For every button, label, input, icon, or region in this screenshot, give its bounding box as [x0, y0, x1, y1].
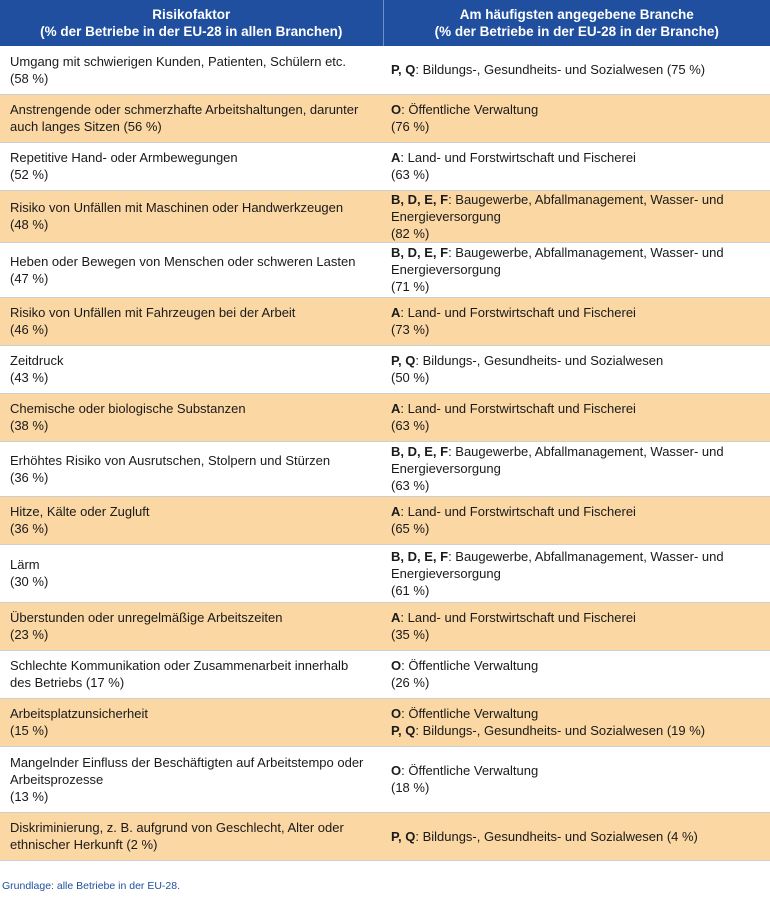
branch-cell: [383, 297, 770, 345]
branch-cell: [383, 698, 770, 746]
branch-percentage: (76 %): [391, 119, 430, 134]
branch-cell: [383, 812, 770, 860]
risk-factor-text: Anstrengende oder schmerzhafte Arbeitshaltungen, darunter: [10, 102, 359, 117]
table-row: [0, 698, 770, 746]
branch-name-cont: Energieversorgung: [391, 208, 501, 224]
branch-cell: [383, 602, 770, 650]
risk-factor-text: (13 %): [10, 788, 49, 804]
risk-factor-text: Repetitive Hand- oder Armbewegungen: [10, 150, 238, 165]
branch-cell: [383, 544, 770, 602]
risk-factor-cell: [0, 441, 383, 496]
branch-line: [391, 400, 762, 417]
branch-name: : Bildungs-, Gesundheits- und Sozialwesen (4 %): [415, 828, 698, 844]
risk-factor-text: (15 %): [10, 723, 49, 738]
branch-name: : Baugewerbe, Abfallmanagement, Wasser- und: [448, 444, 724, 459]
branch-name: : Land- und Forstwirtschaft und Fischerei: [400, 305, 636, 320]
branch-line: [391, 828, 762, 845]
branch-name: : Bildungs-, Gesundheits- und Sozialwesen (19 %): [415, 723, 706, 738]
branch-codes: O: [391, 706, 402, 721]
branch-name: : Land- und Forstwirtschaft und Fischerei: [400, 150, 636, 165]
branch-cell: [383, 393, 770, 441]
branch-name-cont: Energieversorgung: [391, 565, 501, 581]
branch-line: [391, 762, 762, 779]
branch-name: : Baugewerbe, Abfallmanagement, Wasser- und: [448, 245, 724, 260]
branch-codes: A: [391, 504, 401, 519]
risk-factor-text: (43 %): [10, 370, 49, 385]
risk-factor-text: Mangelnder Einfluss der Beschäftigten auf Arbeitstempo oder: [10, 754, 364, 770]
branch-codes: A: [391, 610, 401, 625]
branch-percentage: (50 %): [391, 370, 430, 385]
branch-cell: [383, 142, 770, 190]
table-row: [0, 190, 770, 242]
risk-factor-cell: [0, 297, 383, 345]
branch-percentage: (18 %): [391, 780, 430, 795]
risk-factor-cell: [0, 746, 383, 812]
table-row: [0, 602, 770, 650]
header-branch: [383, 0, 770, 46]
table-row: [0, 46, 770, 94]
header-branch-title: Am häufigsten angegebene Branche: [459, 7, 694, 22]
branch-percentage: (61 %): [391, 582, 430, 598]
branch-name: : Baugewerbe, Abfallmanagement, Wasser- und: [448, 548, 724, 564]
risk-factor-text: Risiko von Unfällen mit Maschinen oder Handwerkzeugen: [10, 200, 344, 215]
risk-factor-text: (47 %): [10, 270, 49, 286]
risk-factor-text: (36 %): [10, 469, 49, 485]
table-row: [0, 142, 770, 190]
risk-factor-cell: [0, 46, 383, 94]
risk-factor-text: Umgang mit schwierigen Kunden, Patienten, Schülern etc.: [10, 53, 347, 69]
branch-name: : Öffentliche Verwaltung: [401, 658, 539, 673]
branch-line: [391, 443, 762, 460]
risk-factor-text: (46 %): [10, 322, 49, 337]
risk-factor-text: (36 %): [10, 521, 49, 536]
risk-factor-text: des Betriebs (17 %): [10, 675, 125, 690]
branch-line: [391, 705, 762, 722]
branch-cell: [383, 94, 770, 142]
risk-factor-text: (23 %): [10, 627, 49, 642]
branch-name: : Land- und Forstwirtschaft und Fischerei: [400, 401, 636, 416]
table-row: [0, 393, 770, 441]
branch-line: [391, 503, 762, 520]
branch-line: [391, 657, 762, 674]
header-risk-factor-title: Risikofaktor: [152, 7, 231, 22]
branch-codes: P, Q: [391, 828, 416, 844]
risk-factor-text: Zeitdruck: [10, 353, 64, 368]
branch-cell: [383, 242, 770, 297]
risk-factor-text: Überstunden oder unregelmäßige Arbeitszeiten: [10, 610, 283, 625]
risk-factor-text: Hitze, Kälte oder Zugluft: [10, 504, 150, 519]
branch-cell: [383, 441, 770, 496]
branch-codes: B, D, E, F: [391, 548, 449, 564]
branch-codes: B, D, E, F: [391, 191, 449, 207]
risk-factor-cell: [0, 544, 383, 602]
table-row: [0, 94, 770, 142]
branch-codes: P, Q: [391, 62, 416, 78]
branch-name: : Öffentliche Verwaltung: [401, 706, 539, 721]
branch-cell: [383, 190, 770, 242]
table-row: [0, 297, 770, 345]
branch-line: [391, 244, 762, 261]
branch-codes: P, Q: [391, 353, 416, 368]
risk-factor-cell: [0, 142, 383, 190]
branch-codes: A: [391, 401, 401, 416]
branch-name-cont: Energieversorgung: [391, 461, 501, 476]
risk-factor-cell: [0, 650, 383, 698]
branch-cell: [383, 746, 770, 812]
risk-factor-text: Risiko von Unfällen mit Fahrzeugen bei der Arbeit: [10, 305, 296, 320]
risk-factor-cell: [0, 496, 383, 544]
risk-factor-text: (30 %): [10, 574, 49, 589]
branch-codes: O: [391, 658, 402, 673]
branch-name: : Bildungs-, Gesundheits- und Sozialwesen: [415, 353, 664, 368]
risk-factor-text: ethnischer Herkunft (2 %): [10, 837, 158, 852]
branch-name: : Öffentliche Verwaltung: [401, 102, 539, 117]
branch-cell: [383, 650, 770, 698]
branch-line: [391, 149, 762, 166]
branch-codes: B, D, E, F: [391, 444, 449, 459]
table-row: [0, 544, 770, 602]
branch-percentage: (26 %): [391, 675, 430, 690]
branch-percentage: (65 %): [391, 521, 430, 536]
branch-name: : Land- und Forstwirtschaft und Fischerei: [400, 610, 636, 625]
header-branch-subtitle: (% der Betriebe in der EU-28 in der Branche): [434, 24, 719, 39]
table-body: [0, 46, 770, 860]
branch-codes: P, Q: [391, 723, 416, 738]
table-row: [0, 345, 770, 393]
branch-cell: [383, 46, 770, 94]
table-row: [0, 650, 770, 698]
branch-codes: B, D, E, F: [391, 245, 449, 260]
footnote: Grundlage: alle Betriebe in der EU-28.: [2, 880, 181, 892]
risk-factor-cell: [0, 812, 383, 860]
branch-name: : Baugewerbe, Abfallmanagement, Wasser- und: [448, 191, 724, 207]
branch-percentage: (73 %): [391, 322, 430, 337]
branch-line: [391, 352, 762, 369]
risk-factor-text: Lärm: [10, 557, 40, 572]
risk-factor-text: (52 %): [10, 167, 49, 182]
branch-line: [391, 722, 762, 739]
risk-factor-text: Schlechte Kommunikation oder Zusammenarbeit innerhalb: [10, 658, 349, 673]
branch-cell: [383, 496, 770, 544]
branch-percentage: (63 %): [391, 167, 430, 182]
header-risk-factor-subtitle: (% der Betriebe in der EU-28 in allen Branchen): [40, 24, 343, 39]
branch-percentage: (82 %): [391, 225, 430, 241]
table-row: [0, 441, 770, 496]
risk-factor-text: (58 %): [10, 70, 49, 86]
branch-codes: A: [391, 150, 401, 165]
risk-factor-text: Erhöhtes Risiko von Ausrutschen, Stolpern und Stürzen: [10, 452, 331, 468]
risk-factor-cell: [0, 698, 383, 746]
risk-factor-cell: [0, 393, 383, 441]
risk-factor-cell: [0, 190, 383, 242]
branch-line: [391, 304, 762, 321]
risk-factor-cell: [0, 242, 383, 297]
risk-factor-text: (48 %): [10, 217, 49, 232]
table-header-row: [0, 0, 770, 46]
branch-codes: A: [391, 305, 401, 320]
table-row: [0, 812, 770, 860]
risk-factor-text: Arbeitsplatzunsicherheit: [10, 706, 149, 721]
header-risk-factor: [0, 0, 383, 46]
branch-percentage: (71 %): [391, 279, 430, 294]
branch-percentage: (35 %): [391, 627, 430, 642]
risk-factor-text: auch langes Sitzen (56 %): [10, 119, 162, 134]
branch-line: [391, 61, 762, 78]
branch-line: [391, 101, 762, 118]
branch-line: [391, 548, 762, 565]
branch-line: [391, 191, 762, 208]
branch-name: : Land- und Forstwirtschaft und Fischerei: [400, 504, 636, 519]
table-row: [0, 746, 770, 812]
risk-factor-text: (38 %): [10, 418, 49, 433]
branch-percentage: (63 %): [391, 418, 430, 433]
branch-name: : Bildungs-, Gesundheits- und Sozialwesen (75 %): [415, 62, 706, 78]
table-row: [0, 242, 770, 297]
table-row: [0, 496, 770, 544]
risk-factor-text: Diskriminierung, z. B. aufgrund von Geschlecht, Alter oder: [10, 820, 344, 835]
branch-codes: O: [391, 763, 402, 778]
branch-name-cont: Energieversorgung: [391, 262, 501, 277]
branch-line: [391, 609, 762, 626]
risk-factor-cell: [0, 602, 383, 650]
risk-factor-cell: [0, 345, 383, 393]
branch-cell: [383, 345, 770, 393]
risk-factor-text: Heben oder Bewegen von Menschen oder schweren Lasten: [10, 253, 356, 269]
risk-factor-cell: [0, 94, 383, 142]
branch-name: : Öffentliche Verwaltung: [401, 763, 539, 778]
branch-percentage: (63 %): [391, 478, 430, 493]
risk-factor-text: Arbeitsprozesse: [10, 771, 104, 787]
risk-factor-text: Chemische oder biologische Substanzen: [10, 401, 246, 416]
branch-codes: O: [391, 102, 402, 117]
